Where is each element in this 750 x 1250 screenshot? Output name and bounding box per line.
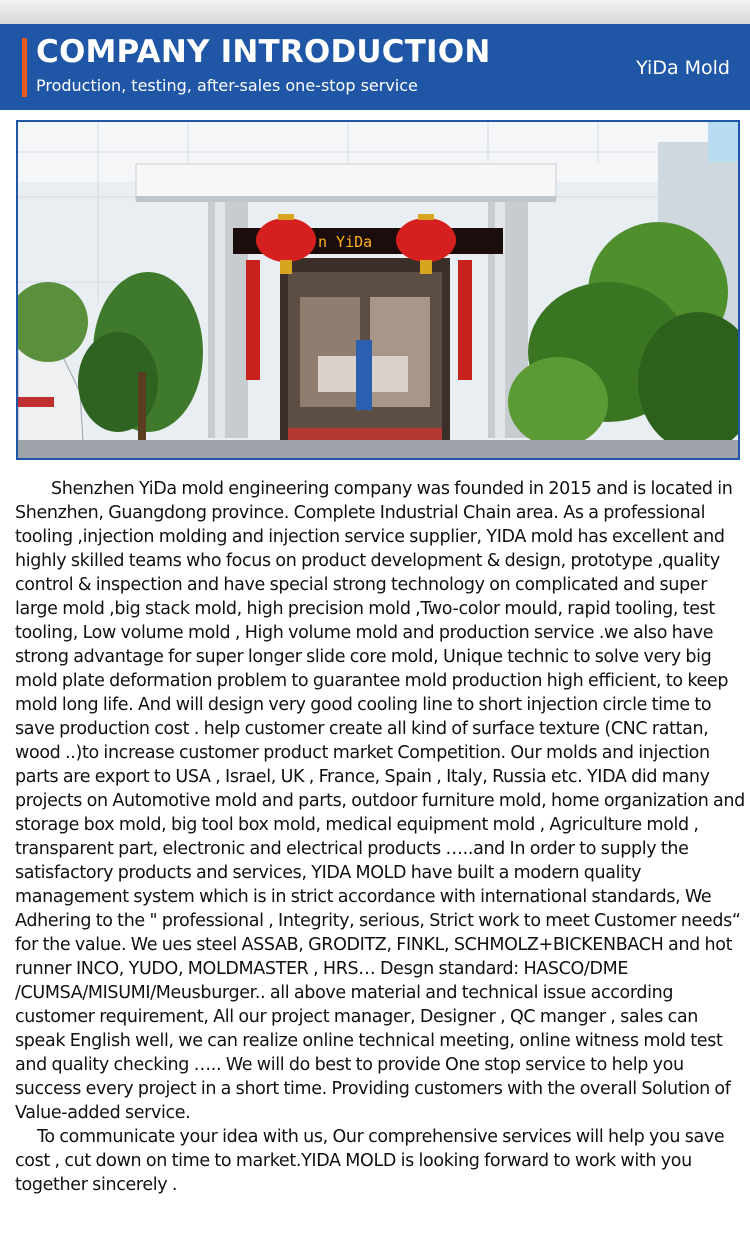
page-title: COMPANY INTRODUCTION <box>36 34 491 70</box>
header-accent-bar <box>22 38 27 97</box>
building-illustration <box>18 122 738 458</box>
brand-name: YiDa Mold <box>636 57 730 79</box>
header-banner <box>0 24 750 110</box>
led-sign-text: n YiDa <box>318 233 373 251</box>
description-paragraph-1: Shenzhen YiDa mold engineering company was founded in 2015 and is located in Shenzhen, Guangdong province. Complete Industrial Chain area. As a professional tooling ,injection molding and injection service supplier, YIDA mold has excellent and highly skilled teams who focus on product development & design, prototype ,quality control & inspection and have special strong technology on complicated and super large mold ,big stack mold, high precision mold ,Two-color mould, rapid tooling, test tooling, Low volume mold , High volume mold and production service .we also have strong advantage for super longer slide core mold, Unique technic to solve very big mold plate deformation problem to guarantee mold production high efficient, to keep mold long life. And will design very good cooling line to short injection circle time to save production cost . help customer create all kind of surface texture (CNC rattan, wood ..)to increase customer product market Competition. Our molds and injection parts are export to USA , Israel, UK , France, Spain , Italy, Russia etc. YIDA did many projects on Automotive mold and parts, outdoor furniture mold, home organization and storage box mold, big tool box mold, medical equipment mold , Agriculture mold , transparent part, electronic and electrical products …..and In order to supply the satisfactory products and services, YIDA MOLD have built a modern quality management system which is in strict accordance with international standards, We Adhering to the " professional , Integrity, serious, Strict work to meet Customer needs“ for the value. We ues steel ASSAB, GRODITZ, FINKL, SCHMOLZ+BICKENBACH and hot runner INCO, YUDO, MOLDMASTER , HRS… Desgn standard: HASCO/DME /CUMSA/MISUMI/Meusburger.. all above material and technical issue according customer requirement, All our project manager, Designer , QC manger , sales can speak English well, we can realize online technical meeting, online witness mold test and quality checking ….. We will do best to provide One stop service to help you success every project in a short time. Providing customers with the overall Solution of Value-added service. <box>15 479 745 1123</box>
company-description <box>15 477 745 1197</box>
company-building-photo <box>16 120 740 460</box>
page-subtitle: Production, testing, after-sales one-stop service <box>36 76 418 95</box>
description-paragraph-2: To communicate your idea with us, Our comprehensive services will help you save cost , cut down on time to market.YIDA MOLD is looking forward to work with you together sincerely . <box>15 1127 725 1195</box>
top-strip <box>0 0 750 24</box>
